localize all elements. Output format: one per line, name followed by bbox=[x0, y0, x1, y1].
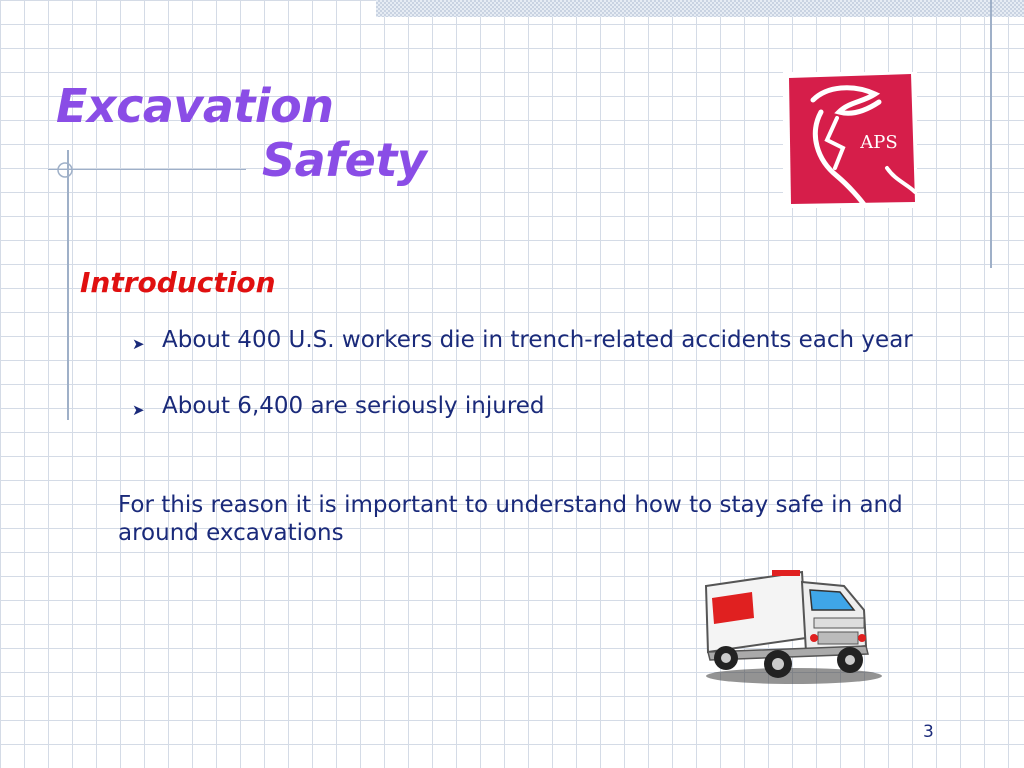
arrow-bullet-icon: ➤ bbox=[132, 335, 145, 353]
decorative-vertical-line-left bbox=[67, 150, 69, 420]
slide-title-line-2: Safety bbox=[262, 133, 427, 187]
header-pattern-band bbox=[376, 0, 1024, 17]
body-paragraph: For this reason it is important to understand how to stay safe in and around excavations bbox=[118, 492, 903, 546]
section-heading: Introduction bbox=[80, 266, 276, 299]
slide-title-line-1: Excavation bbox=[56, 79, 334, 133]
bullet-text-1: About 400 U.S. workers die in trench-related accidents each year bbox=[162, 327, 913, 353]
decorative-horizontal-line bbox=[48, 169, 246, 170]
bullet-item-1 bbox=[132, 326, 932, 354]
decorative-vertical-line-right bbox=[990, 0, 992, 268]
ambulance-clipart bbox=[694, 568, 884, 686]
logo-lettering: APS bbox=[860, 132, 898, 153]
bullet-text-2: About 6,400 are seriously injured bbox=[162, 393, 545, 419]
page-number: 3 bbox=[923, 722, 934, 742]
crosshair-icon bbox=[55, 160, 75, 180]
bullet-item-2 bbox=[132, 392, 932, 420]
bullet-list bbox=[132, 326, 932, 458]
arrow-bullet-icon: ➤ bbox=[132, 401, 145, 419]
aps-logo bbox=[783, 72, 917, 208]
